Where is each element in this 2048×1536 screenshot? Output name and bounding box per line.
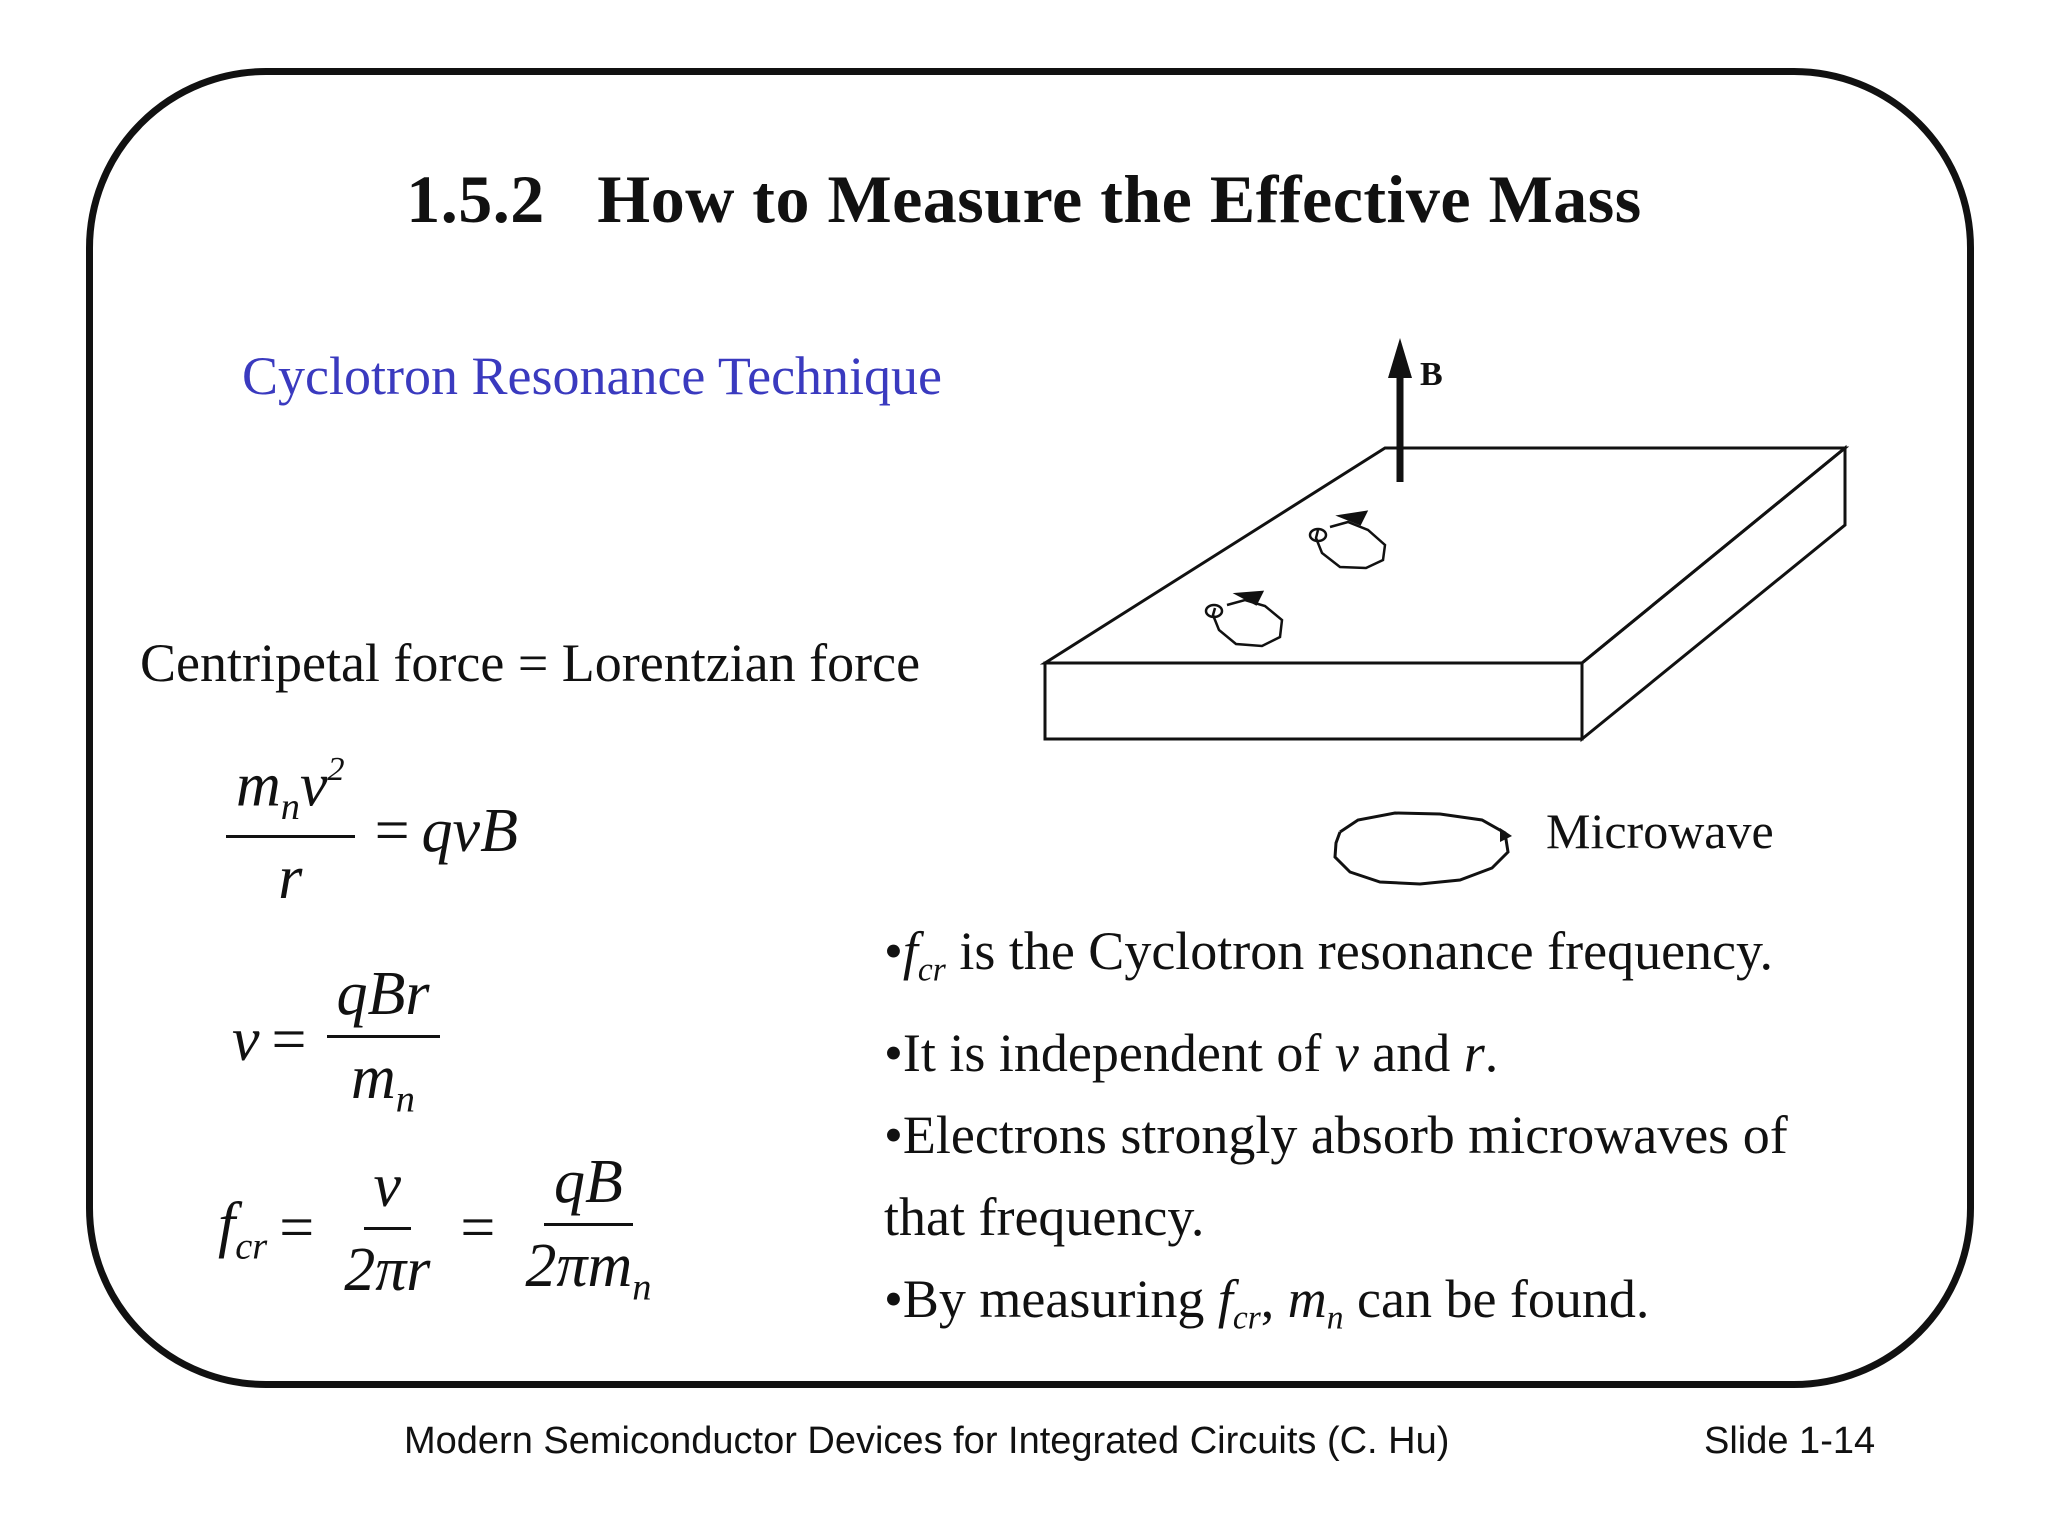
subscript-n: n xyxy=(395,1078,415,1121)
numerator-v: v xyxy=(364,1154,412,1230)
subscript-cr: cr xyxy=(917,951,946,989)
bullet-mark: • xyxy=(884,921,903,981)
slab-front-face xyxy=(1045,663,1582,739)
symbol-m: m xyxy=(1287,1268,1327,1329)
bullet-measurement xyxy=(884,1258,1984,1360)
footer-slide-number: Slide 1-14 xyxy=(1704,1420,1876,1462)
slab-top-face xyxy=(1045,448,1845,663)
electron-orbit-upper xyxy=(1310,512,1385,568)
symbol-r: r xyxy=(1463,1022,1485,1083)
bullet-text: •Electrons strongly absorb microwaves of xyxy=(884,1104,1788,1165)
subscript-n: n xyxy=(1326,1299,1344,1337)
force-balance-statement: Centripetal force = Lorentzian force xyxy=(140,633,921,693)
bullet-list xyxy=(884,910,1984,1359)
equals-sign: = xyxy=(374,797,410,866)
equals-sign: = xyxy=(460,1194,496,1263)
symbol-f: f xyxy=(218,1190,236,1259)
bullet-text: •By measuring xyxy=(884,1268,1218,1329)
subscript-n: n xyxy=(280,786,300,829)
bullet-text: can be found. xyxy=(1343,1268,1650,1329)
semiconductor-slab xyxy=(1045,448,1845,739)
bullet-text: that frequency. xyxy=(884,1186,1205,1247)
symbol-f: f xyxy=(902,921,918,981)
equals-sign: = xyxy=(271,1006,307,1075)
numerator-qBr: qBr xyxy=(327,962,440,1038)
equals-sign: = xyxy=(279,1194,315,1263)
subscript-n: n xyxy=(632,1266,652,1309)
symbol-v: v xyxy=(300,751,328,820)
symbol-v: v xyxy=(232,1006,260,1075)
bullet-text: is the Cyclotron resonance frequency. xyxy=(945,921,1774,981)
denominator-2pim: 2πm xyxy=(525,1232,633,1301)
bullet-text: , xyxy=(1260,1268,1288,1329)
bullet-absorption-continued xyxy=(884,1176,1984,1258)
numerator-qB: qB xyxy=(544,1150,633,1226)
symbol-f: f xyxy=(1217,1268,1233,1329)
bullet-independence xyxy=(884,1012,1984,1094)
bullet-text: . xyxy=(1484,1022,1499,1083)
electron-orbit-lower xyxy=(1206,592,1282,646)
field-label-B: B xyxy=(1420,356,1443,393)
slab-side-face xyxy=(1582,448,1845,739)
bullet-text: and xyxy=(1358,1022,1464,1083)
symbol-m: m xyxy=(236,751,281,820)
superscript-2: 2 xyxy=(327,751,345,788)
magnetic-field-arrow xyxy=(1388,338,1412,482)
lorentz-force-term: qvB xyxy=(421,797,518,866)
subscript-cr: cr xyxy=(235,1225,268,1268)
subscript-cr: cr xyxy=(1232,1299,1261,1337)
symbol-r: r xyxy=(278,844,303,913)
denominator-2pir: 2πr xyxy=(344,1236,431,1305)
slide-subtitle: Cyclotron Resonance Technique xyxy=(242,346,943,406)
footer-book-title: Modern Semiconductor Devices for Integrated Circuits (C. Hu) xyxy=(404,1420,1450,1462)
bullet-frequency-definition xyxy=(884,910,1984,1012)
slide-title: 1.5.2 How to Measure the Effective Mass xyxy=(406,161,1642,237)
bullet-text: •It is independent of xyxy=(884,1022,1335,1083)
symbol-m: m xyxy=(351,1044,396,1113)
microwave-loop xyxy=(1335,813,1512,884)
symbol-v: v xyxy=(1334,1022,1359,1083)
bullet-absorption xyxy=(884,1094,1984,1176)
microwave-label: Microwave xyxy=(1546,803,1774,859)
